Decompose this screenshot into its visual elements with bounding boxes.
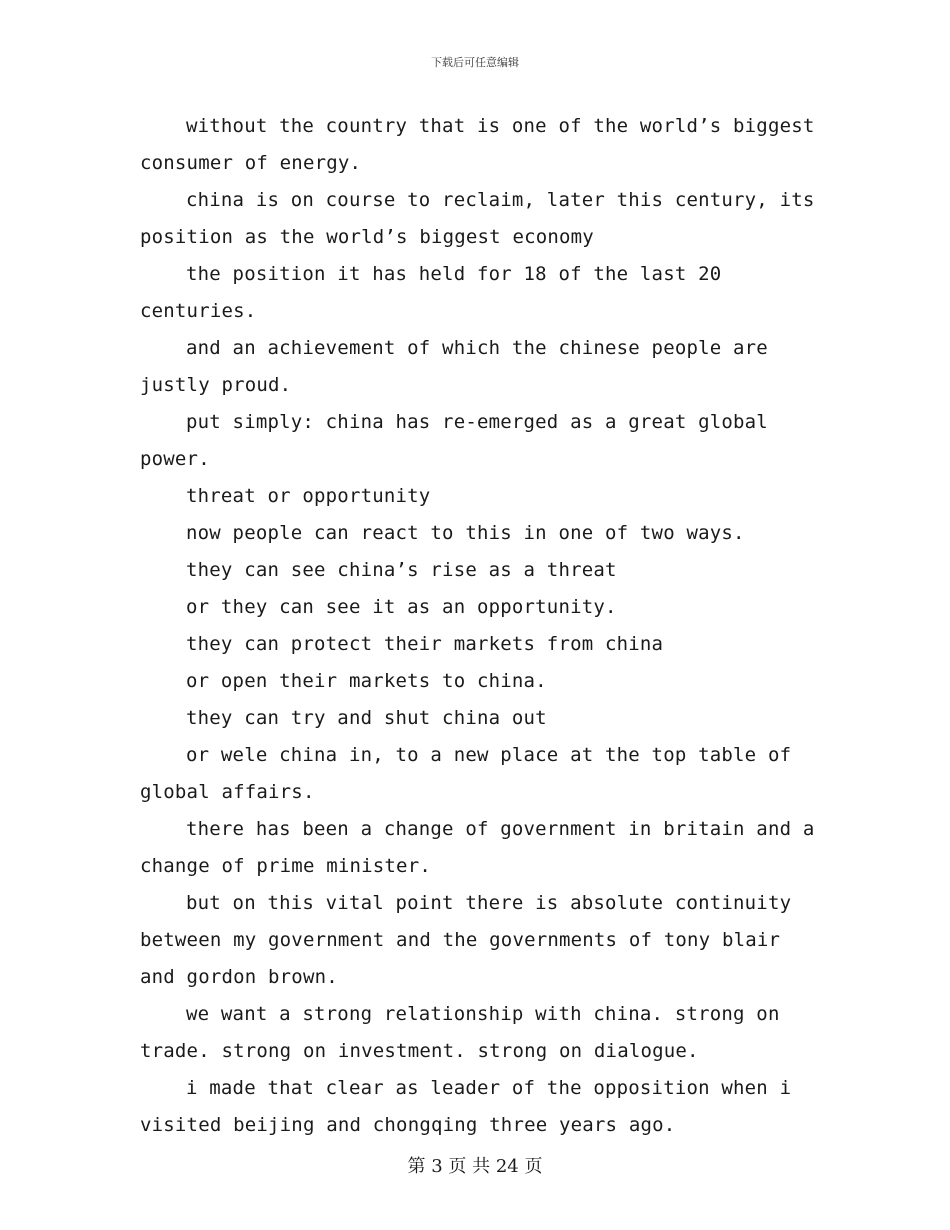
paragraph: we want a strong relationship with china. strong on trade. strong on investment. strong on dialogue. xyxy=(140,1003,780,1062)
paragraph: they can protect their markets from china xyxy=(186,633,664,655)
paragraph: or wele china in, to a new place at the top table of global affairs. xyxy=(140,744,792,803)
page-number-footer: 第 3 页 共 24 页 xyxy=(407,1156,543,1177)
paragraph: they can try and shut china out xyxy=(186,707,547,729)
paragraph: put simply: china has re-emerged as a great global power. xyxy=(140,411,768,470)
paragraph: or they can see it as an opportunity. xyxy=(186,596,617,618)
section-heading: threat or opportunity xyxy=(186,485,431,507)
paragraph: i made that clear as leader of the opposition when i visited beijing and chongqing three years ago. xyxy=(140,1077,792,1136)
paragraph: and an achievement of which the chinese people are justly proud. xyxy=(140,337,768,396)
paragraph: without the country that is one of the world’s biggest consumer of energy. xyxy=(140,115,815,174)
paragraph: now people can react to this in one of two ways. xyxy=(186,522,745,544)
document-body xyxy=(140,108,820,1144)
page-header-note: 下载后可任意编辑 xyxy=(431,56,519,69)
paragraph: there has been a change of government in britain and a change of prime minister. xyxy=(140,818,815,877)
paragraph: or open their markets to china. xyxy=(186,670,547,692)
paragraph: china is on course to reclaim, later this century, its position as the world’s biggest economy xyxy=(140,189,815,248)
paragraph: they can see china’s rise as a threat xyxy=(186,559,617,581)
paragraph: but on this vital point there is absolute continuity between my government and the governments of tony blair and gordon brown. xyxy=(140,892,792,988)
paragraph: the position it has held for 18 of the last 20 centuries. xyxy=(140,263,722,322)
